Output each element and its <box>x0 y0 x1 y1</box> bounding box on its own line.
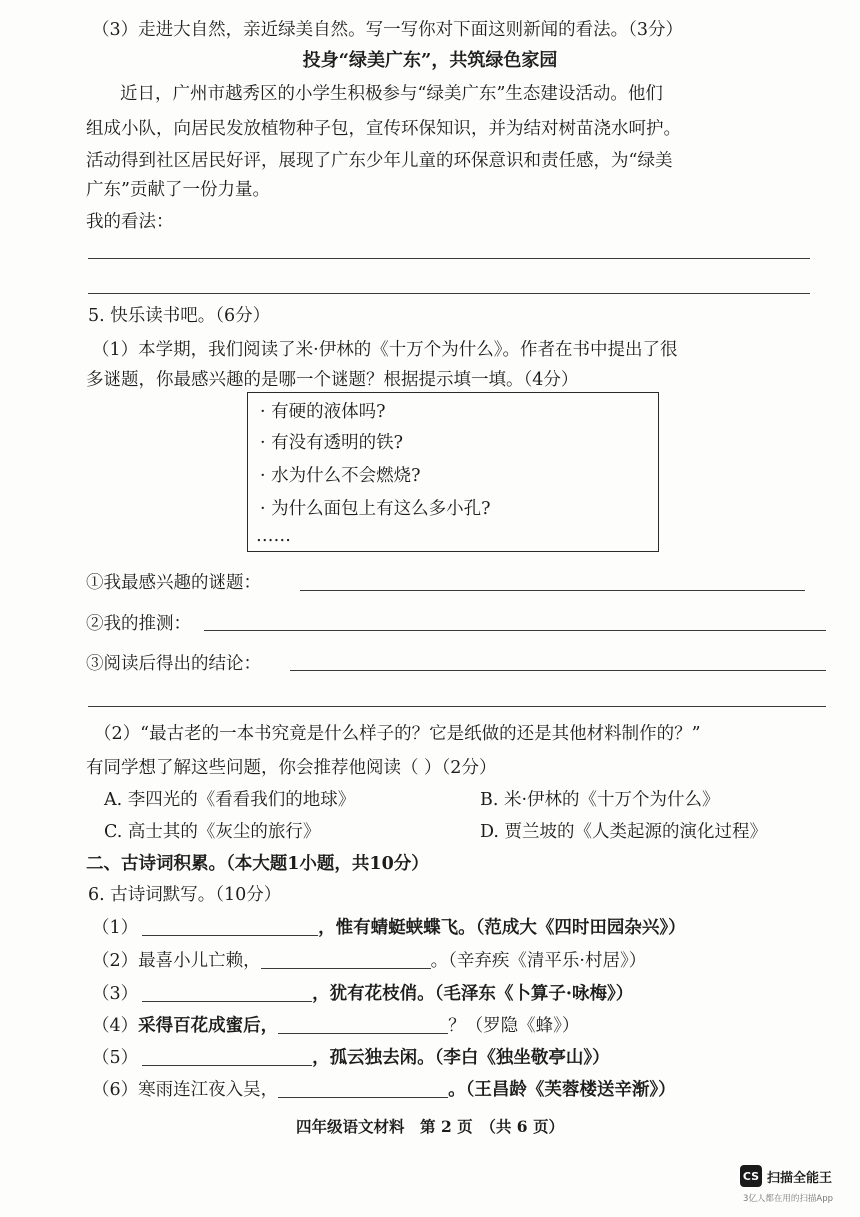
fill-line-guess[interactable] <box>204 630 826 631</box>
poem-text: ，惟有蜻蜓蛱蝶飞。（范成大《四时田园杂兴》） <box>318 918 686 938</box>
q5-part2-line-1: （2）“最古老的一本书究竟是什么样子的？它是纸做的还是其他材料制作的？” <box>94 724 701 744</box>
poem-blank[interactable] <box>142 983 312 1002</box>
fill-label-conclusion: ③阅读后得出的结论： <box>86 654 261 674</box>
q6-title: 6. 古诗词默写。（10分） <box>88 885 282 905</box>
fill-line-riddle[interactable] <box>300 590 805 591</box>
poem-text: ？（罗隐《蜂》） <box>448 1016 580 1036</box>
riddle-hint-box <box>247 392 659 552</box>
opinion-label: 我的看法： <box>86 212 174 232</box>
poem-blank[interactable] <box>261 950 431 969</box>
poem-num: （2） <box>92 951 139 971</box>
q5-part2-line-2: 有同学想了解这些问题，你会推荐他阅读（ ）（2分） <box>86 758 497 778</box>
fill-line-conclusion-2[interactable] <box>88 706 826 707</box>
section2-title: 二、古诗词积累。（本大题1小题，共10分） <box>86 854 429 874</box>
riddle-hint-3: · 水为什么不会燃烧? <box>260 466 421 486</box>
option-b[interactable]: B. 米·伊林的《十万个为什么》 <box>480 790 720 810</box>
q5-part1-line-2: 多谜题，你最感兴趣的是哪一个谜题？根据提示填一填。（4分） <box>86 370 579 390</box>
scanner-watermark <box>740 1165 832 1187</box>
poem-line-1 <box>92 916 686 940</box>
poem-text: 。（辛弃疾《清平乐·村居》） <box>430 951 647 971</box>
riddle-hint-ellipsis: …… <box>256 526 291 546</box>
poem-line-2 <box>92 949 646 973</box>
q5-part1-line-1: （1）本学期，我们阅读了米·伊林的《十万个为什么》。作者在书中提出了很 <box>92 340 678 360</box>
news-line-3: 活动得到社区居民好评，展现了广东少年儿童的环保意识和责任感，为“绿美 <box>86 151 673 171</box>
news-line-4: 广东”贡献了一份力量。 <box>86 180 270 200</box>
camscanner-logo-icon: CS <box>740 1165 762 1187</box>
poem-text-pre: 最喜小儿亡赖， <box>138 951 261 971</box>
riddle-hint-2: · 有没有透明的铁? <box>260 433 404 453</box>
page-footer: 四年级语文材料 第 2 页 （共 6 页） <box>296 1117 564 1136</box>
poem-blank[interactable] <box>142 917 318 936</box>
poem-text-pre: 寒雨连江夜入吴， <box>138 1080 279 1100</box>
poem-blank[interactable] <box>142 1047 312 1066</box>
scanner-app-name: 扫描全能王 <box>767 1170 833 1186</box>
fill-line-conclusion-1[interactable] <box>290 670 826 671</box>
news-line-1: 近日，广州市越秀区的小学生积极参与“绿美广东”生态建设活动。他们 <box>120 84 663 104</box>
poem-text-pre: 采得百花成蜜后， <box>138 1016 279 1036</box>
poem-num: （4） <box>92 1016 139 1036</box>
poem-num: （1） <box>92 918 139 938</box>
poem-blank[interactable] <box>278 1015 448 1034</box>
poem-line-4 <box>92 1014 579 1038</box>
poem-blank[interactable] <box>278 1079 448 1098</box>
option-a[interactable]: A. 李四光的《看看我们的地球》 <box>104 790 356 810</box>
scanner-tagline: 3亿人都在用的扫描App <box>743 1194 834 1204</box>
riddle-hint-4: · 为什么面包上有这么多小孔? <box>260 499 491 519</box>
fill-label-riddle: ①我最感兴趣的谜题： <box>86 573 261 593</box>
opinion-answer-line-2[interactable] <box>88 293 810 294</box>
q4-3-prompt: （3）走进大自然，亲近绿美自然。写一写你对下面这则新闻的看法。（3分） <box>92 20 684 40</box>
poem-line-6 <box>92 1078 676 1102</box>
poem-num: （3） <box>92 984 139 1004</box>
poem-num: （6） <box>92 1080 139 1100</box>
opinion-answer-line-1[interactable] <box>88 258 810 259</box>
poem-line-3 <box>92 982 633 1006</box>
fill-label-guess: ②我的推测： <box>86 614 191 634</box>
q5-title: 5. 快乐读书吧。（6分） <box>88 306 271 326</box>
poem-text: 。（王昌龄《芙蓉楼送辛渐》） <box>448 1080 676 1100</box>
option-c[interactable]: C. 高士其的《灰尘的旅行》 <box>104 822 321 842</box>
poem-line-5 <box>92 1046 610 1070</box>
poem-text: ，孤云独去闲。（李白《独坐敬亭山》） <box>312 1048 610 1068</box>
riddle-hint-1: · 有硬的液体吗? <box>260 402 386 422</box>
news-line-2: 组成小队，向居民发放植物种子包，宣传环保知识，并为结对树苗浇水呵护。 <box>86 119 681 139</box>
news-title: 投身“绿美广东”，共筑绿色家园 <box>302 50 558 71</box>
option-d[interactable]: D. 贾兰坡的《人类起源的演化过程》 <box>480 822 768 842</box>
poem-num: （5） <box>92 1048 139 1068</box>
poem-text: ，犹有花枝俏。（毛泽东《卜算子·咏梅》） <box>312 984 634 1004</box>
